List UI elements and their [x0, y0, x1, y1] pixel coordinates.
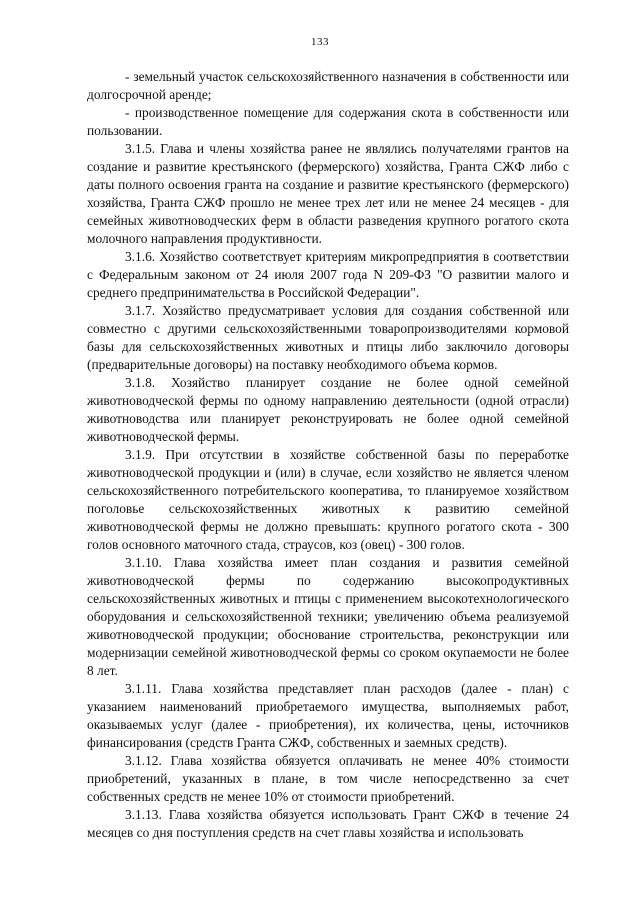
paragraph-3-1-12: 3.1.12. Глава хозяйства обязуется оплачивать не менее 40% стоимости приобретений, указанных в плане, в том числе непосредственно за счет собственных средств не менее 10% от стоимости приобретений.: [87, 753, 569, 804]
page-number: 133: [311, 36, 329, 48]
paragraph-3-1-10: 3.1.10. Глава хозяйства имеет план создания и развития семейной животноводческой фермы по содержанию высокопродуктивных сельскохозяйственных животных и птицы с применением высокотехнологического оборудования и сельскохозяйственной техники; увеличению объема реализуемой животноводческой продукции; обоснование строительства, реконструкции или модернизации семейной животноводческой фермы со сроком окупаемости не более 8 лет.: [87, 555, 569, 678]
paragraph-3-1-8: 3.1.8. Хозяйство планирует создание не более одной семейной животноводческой фермы по одному направлению деятельности (одной отрасли) животноводства или планирует реконструировать не более одной семейной животноводческой фермы.: [87, 375, 569, 444]
paragraph-3-1-5: 3.1.5. Глава и члены хозяйства ранее не являлись получателями грантов на создание и развитие крестьянского (фермерского) хозяйства, Гранта СЖФ либо с даты полного освоения гранта на создание и развитие крестьянского (фермерского) хозяйства, Гранта СЖФ прошло не менее трех лет или не менее 24 месяцев - для семейных животноводческих ферм в области разведения крупного рогатого скота молочного направления продуктивности.: [87, 141, 569, 246]
paragraph-3-1-13: 3.1.13. Глава хозяйства обязуется использовать Грант СЖФ в течение 24 месяцев со дня поступления средств на счет главы хозяйства и использовать: [87, 807, 569, 840]
paragraph-3-1-6: 3.1.6. Хозяйство соответствует критериям микропредприятия в соответствии с Федеральным законом от 24 июля 2007 года N 209-ФЗ "О развитии малого и среднего предпринимательства в Российской Федерации".: [87, 249, 569, 300]
paragraph-3-1-11: 3.1.11. Глава хозяйства представляет план расходов (далее - план) с указанием наименований приобретаемого имущества, выполняемых работ, оказываемых услуг (далее - приобретения), их количества, цены, источников финансирования (средств Гранта СЖФ, собственных и заемных средств).: [87, 681, 569, 750]
paragraph-3-1-7: 3.1.7. Хозяйство предусматривает условия для создания собственной или совместно с другими сельскохозяйственными товаропроизводителями кормовой базы для сельскохозяйственных животных и птицы либо заключило договоры (предварительные договоры) на поставку необходимого объема кормов.: [87, 303, 569, 372]
paragraph-land-plot: - земельный участок сельскохозяйственного назначения в собственности или долгосрочной аренде;: [87, 69, 569, 102]
document-body: [87, 68, 569, 842]
paragraph-production-premises: - производственное помещение для содержания скота в собственности или пользовании.: [87, 105, 569, 138]
paragraph-3-1-9: 3.1.9. При отсутствии в хозяйстве собственной базы по переработке животноводческой продукции и (или) в случае, если хозяйство не является членом сельскохозяйственного потребительского кооператива, то планируемое хозяйством поголовье сельскохозяйственных животных к развитию семейной животноводческой фермы не должно превышать: крупного рогатого скота - 300 голов основного маточного стада, страусов, коз (овец) - 300 голов.: [87, 447, 569, 552]
